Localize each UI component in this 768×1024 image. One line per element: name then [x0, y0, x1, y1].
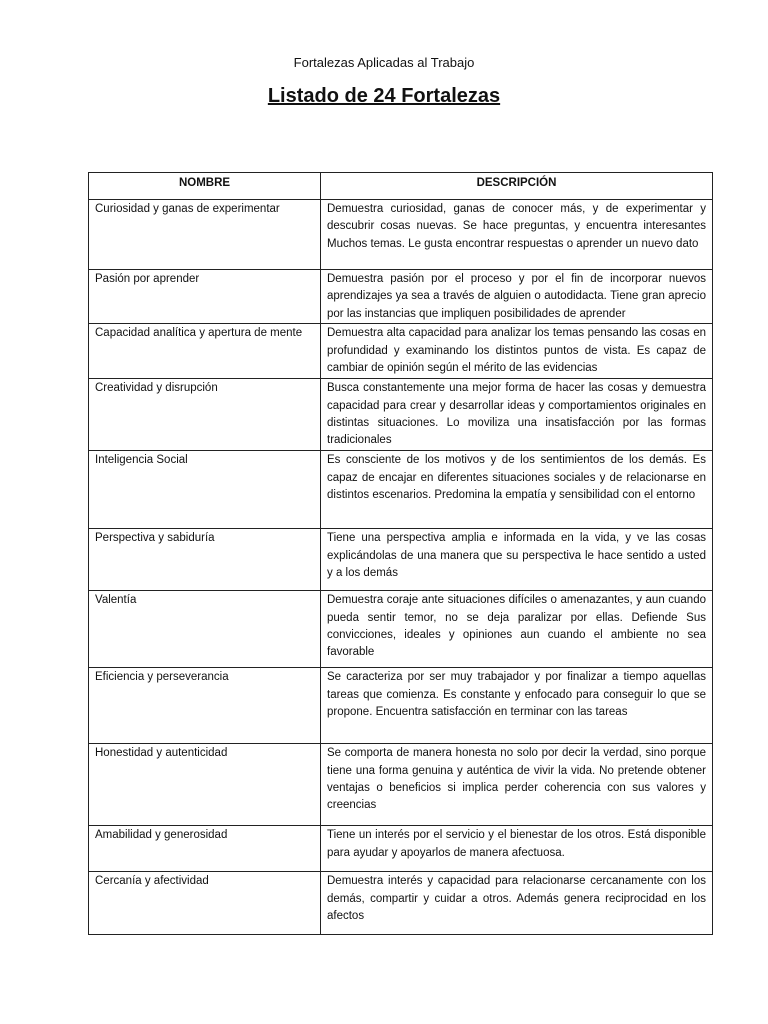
- strength-description: Es consciente de los motivos y de los sentimientos de los demás. Es capaz de encajar en diferentes situaciones sociales y de relacionarse en distintos escenarios. Predomina la empatía y sensibilidad con el entorno: [321, 451, 713, 529]
- table-row: [89, 379, 713, 451]
- strength-description: Demuestra alta capacidad para analizar los temas pensando las cosas en profundidad y examinando los distintos puntos de vista. Es capaz de cambiar de opinión según el mérito de las evidencias: [321, 324, 713, 379]
- column-header-description: DESCRIPCIÓN: [321, 173, 713, 200]
- column-header-name: NOMBRE: [89, 173, 321, 200]
- strength-name: Amabilidad y generosidad: [89, 826, 321, 872]
- strength-description: Demuestra interés y capacidad para relacionarse cercanamente con los demás, compartir y cuidar a otros. Además genera reciprocidad en los afectos: [321, 872, 713, 935]
- strengths-table: [88, 172, 713, 935]
- table-row: [89, 451, 713, 529]
- strength-description: Demuestra curiosidad, ganas de conocer más, y de experimentar y descubrir cosas nuevas. Se hace preguntas, y encuentra interesantes Muchos temas. Le gusta encontrar respuestas o aprender un nuevo dato: [321, 200, 713, 270]
- strength-name: Pasión por aprender: [89, 270, 321, 324]
- table-row: [89, 591, 713, 668]
- table-row: [89, 826, 713, 872]
- table-row: [89, 529, 713, 591]
- strength-name: Curiosidad y ganas de experimentar: [89, 200, 321, 270]
- strength-description: Tiene un interés por el servicio y el bienestar de los otros. Está disponible para ayudar y apoyarlos de manera afectuosa.: [321, 826, 713, 872]
- title-text: Listado de 24 Fortalezas: [267, 85, 501, 107]
- strength-description: Demuestra coraje ante situaciones difíciles o amenazantes, y aun cuando pueda sentir temor, no se deja paralizar por ellas. Defiende Sus convicciones, ideales y opiniones aun cuando el ambiente no sea favorable: [321, 591, 713, 668]
- table-row: [89, 668, 713, 744]
- strength-description: Busca constantemente una mejor forma de hacer las cosas y demuestra capacidad para crear y desarrollar ideas y comportamientos originales en distintas situaciones. Lo moviliza una insatisfacción por las formas tradicionales: [321, 379, 713, 451]
- table-row: [89, 744, 713, 826]
- strength-name: Honestidad y autenticidad: [89, 744, 321, 826]
- document-title: [0, 85, 768, 108]
- table-row: [89, 324, 713, 379]
- table-row: [89, 270, 713, 324]
- strength-description: Se comporta de manera honesta no solo por decir la verdad, sino porque tiene una forma genuina y auténtica de vivir la vida. No pretende obtener ventajas o beneficios si implica perder coherencia con sus valores y creencias: [321, 744, 713, 826]
- strength-description: Demuestra pasión por el proceso y por el fin de incorporar nuevos aprendizajes ya sea a través de alguien o autodidacta. Tiene gran aprecio por las instancias que impliquen posibilidades de aprender: [321, 270, 713, 324]
- strength-description: Tiene una perspectiva amplia e informada en la vida, y ve las cosas explicándolas de una manera que su perspectiva le hace sentido a usted y a los demás: [321, 529, 713, 591]
- document-header: Fortalezas Aplicadas al Trabajo: [293, 55, 475, 70]
- strength-name: Creatividad y disrupción: [89, 379, 321, 451]
- strength-name: Perspectiva y sabiduría: [89, 529, 321, 591]
- strength-name: Cercanía y afectividad: [89, 872, 321, 935]
- table-row: [89, 200, 713, 270]
- strength-name: Eficiencia y perseverancia: [89, 668, 321, 744]
- strength-name: Capacidad analítica y apertura de mente: [89, 324, 321, 379]
- table-row: [89, 872, 713, 935]
- strength-description: Se caracteriza por ser muy trabajador y por finalizar a tiempo aquellas tareas que comienza. Es constante y enfocado para conseguir lo que se propone. Encuentra satisfacción en terminar con las tareas: [321, 668, 713, 744]
- strength-name: Inteligencia Social: [89, 451, 321, 529]
- table-header-row: [89, 173, 713, 200]
- strength-name: Valentía: [89, 591, 321, 668]
